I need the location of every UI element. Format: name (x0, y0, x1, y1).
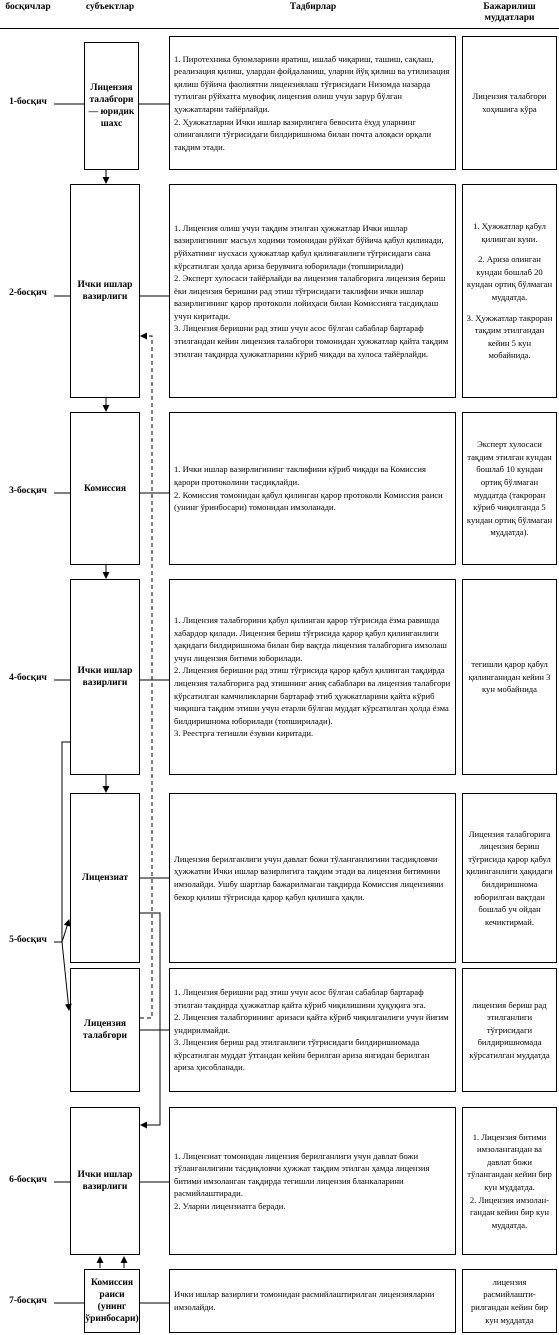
branch-from-row4 (62, 742, 70, 942)
action-2-3: 3. Лицензия беришни рад этиш учун асос бўлган сабаблар бартараф этилгандан кейин лицензия талабгори томонидан ҳужжатлар қайта тақдим этилган тақдирда ҳужжатларини кўриб чиқади ва хулоса тайёрлайди. (174, 323, 449, 359)
term-7-1: лицензия расмийлашти-рилгандан кейин бир кун муддатда (470, 1276, 549, 1325)
subject-text-2: Ички ишлар вазирлиги (77, 280, 133, 302)
term-3-1: Эксперт хулосаси тақдим этилган кундан бошлаб 10 кундан ортиқ бўлмаган муддатда (такроран кўриб чиқилганда 5 кундан ортиқ бўлмаган муддатда). (466, 439, 553, 538)
subject-text-1: Лицензия талабгори — юридик шахс (88, 83, 135, 129)
header-terms: Бажарилиш муддатлари (483, 2, 536, 23)
term-6-1: 1. Лицензия битими имзолангандан ва давлат божи тўлангандан кейин бир кун муддатда. (467, 1131, 552, 1192)
header-stages: босқичлар (5, 2, 51, 12)
term-2-2: 2. Ариза олинган кундан бошлаб 20 кундан ортиқ бўлмаган муддатда. (466, 254, 553, 302)
term-5b-1: лицензия бериш рад этилганлиги тўғрисидаги билдиришномада кўрсатилган муддатда (469, 999, 550, 1060)
arrow-licensee-to-6 (140, 913, 160, 1125)
action-4-2: 2. Лицензия беришни рад этиш тўғрисида қарор қабул қилинган тақдирда лицензия талабгорига рад этишнинг аниқ сабаблари ва лицензия талабгори кўрсатилган камчиликларни бартараф этиб ҳужжатларини қайта кўриб чиқишга тақдим этиши учун етарли бўлган муддат кўрсатилган ҳолда ёзма билдиришнома юборилади (топширилади). (174, 665, 451, 726)
stage-label-3: 3-босқич (9, 486, 47, 496)
arrow-to-applicant (62, 942, 69, 1010)
term-2-1: 1. Ҳужжатлар қабул қилинган куни. (473, 221, 546, 244)
stage-label-4: 4-босқич (9, 673, 47, 683)
action-5b-3: 3. Лицензия бериш рад этилганлиги тўғрисидаги билдиришномада кўрсатилган муддат ўтгандан кейин берилган ариза янгидан берилган ариза ҳисобланади. (174, 1037, 430, 1073)
header-subjects: субъектлар (85, 2, 135, 12)
term-2-3: 3. Ҳужжатлар такроран тақдим этилгандан кейин 5 кун мобайнида. (466, 312, 553, 361)
action-3-2: 2. Комиссия томонидан қабул қилинган қарор протоколи Комиссия раиси (унинг ўринбосари) томонидан имзоланади. (174, 489, 443, 513)
arrow-to-licensee (62, 920, 69, 942)
action-1-1: 1. Пиротехника буюмларини яратиш, ишлаб чиқариш, ташиш, сақлаш, реализация қилиш, улардан фойдаланиш, уларни йўқ қилиш ва утилизация қилиш бўйича фаолиятни лицензиялаш тўғрисидаги Низомда назарда тутилган рўйхатга мувофиқ лицензия олиш учун зарур бўлган ҳужжатларни тайёрлайди. (174, 53, 450, 114)
subject-text-5b: Лицензия талабгори (82, 1019, 128, 1041)
action-2-1: 1. Лицензия олиш учун тақдим этилган ҳужжатлар Ички ишлар вазирлигининг масъул ходими томонидан рўйхат бўйича қабул қилинади, рўйхатнинг нусхаси ҳужжатлар қабул қилинганлиги тўғрисидаги сана кўрсатилган ҳолда ариза берувчига юборилади (топширилади) (174, 222, 444, 271)
dashed-return (140, 336, 152, 1018)
stage-label-1: 1-босқич (9, 97, 47, 107)
action-3-1: 1. Ички ишлар вазирлигининг таклифини кўриб чиқади ва Комиссия қарори протоколини тасдиқлайди. (174, 464, 426, 487)
term-5a-1: Лицензия талабгорига лицензия бериш тўғрисида қарор қабул қилинганлиги ҳақидаги билдиришнома юборилган вақтдан бошлаб уч ойдан кечиктирмай. (466, 828, 553, 927)
term-1-1: Лицензия талабгори хоҳишига кўра (472, 91, 547, 114)
subject-text-3: Комиссия (84, 483, 126, 494)
action-6-1: 1. Лицензиат томонидан лицензия берилганлиги учун давлат божи тўланганлигини тасдиқловчи ҳужжат тақдим этилган ҳамда лицензия битими имзоланган тақдирда тегишли лицензия бланкаларини расмийлаштиради. (174, 1150, 430, 1199)
term-6-2: 2. Лицензия имзолан-гандан кейин бир кун муддатда. (469, 1194, 550, 1230)
action-7-1: Ички ишлар вазирлиги томонидан расмийлаштирилган лицензияларни имзолайди. (174, 1289, 435, 1312)
term-4-1: тегишли қарор қабул қилинганидан кейин 3 кун мобайнида (468, 659, 551, 695)
action-4-3: 3. Реестрга тегишли ёзувни киритади. (174, 728, 314, 739)
action-6-2: 2. Уларни лицензиатга беради. (174, 1200, 286, 1211)
header-actions: Тадбирлар (289, 2, 337, 12)
stage-label-5: 5-босқич (9, 935, 47, 945)
subject-text-6: Ички ишлар вазирлиги (77, 1170, 133, 1192)
stage-label-6: 6-босқич (9, 1175, 47, 1185)
action-5b-2: 2. Лицензия талабгорининг аризаси қайта кўриб чиқилганлиги учун йиғим ундирилмайди. (174, 1012, 449, 1035)
action-1-2: 2. Ҳужжатларни Ички ишлар вазирлигига бевосита ёхуд уларнинг олинганлиги тўғрисидаги билдиришнома билан почта алоқаси орқали тақдим этади. (174, 116, 432, 152)
action-2-2: 2. Эксперт хулосаси тайёрлайди ва лицензия талабгорига лицензия бериш ёки лицензия беришни рад этиш тўғрисидаги таклифни ички ишлар вазирлигининг қарор протоколи лойиҳаси билан Комиссияга тасдиқлаш учун киритади. (174, 273, 446, 321)
action-4-1: 1. Лицензия талабгорини қабул қилинган қарор тўғрисида ёзма равишда хабардор қилади. Лицензия бериш тўғрисида қарор қабул қилинганлиги ҳақидаги билдиришнома билан бир вақтда лицензия талабгорига имзолаш учун лицензия битими юборилади. (174, 615, 447, 663)
action-5b-1: 1. Лицензия беришни рад этиш учун асос бўлган сабаблар бартараф этилган тақдирда ҳужжатлар қайта кўриб чиқилишини ҳуқуқига эга. (174, 986, 426, 1010)
stage-label-7: 7-босқич (9, 1296, 47, 1306)
subject-text-4: Ички ишлар вазирлиги (77, 666, 133, 688)
action-5a-1: Лицензия берилганлиги учун давлат божи тўланганлигини тасдиқловчи ҳужжатни Ички ишлар вазирлигига тақдим этади ва лицензия битимини имзолайди. Ушбу шартлар бажарилмаган тақдирда Комиссия лицензияни бекор қилиш тўғрисида қарор қабул қилишга ҳақли. (174, 853, 444, 902)
subject-text-7: Комиссия раиси (унинг ўринбосари) (85, 1278, 139, 1324)
stage-label-2: 2-босқич (9, 288, 47, 298)
subject-text-5a: Лицензиат (81, 873, 129, 883)
